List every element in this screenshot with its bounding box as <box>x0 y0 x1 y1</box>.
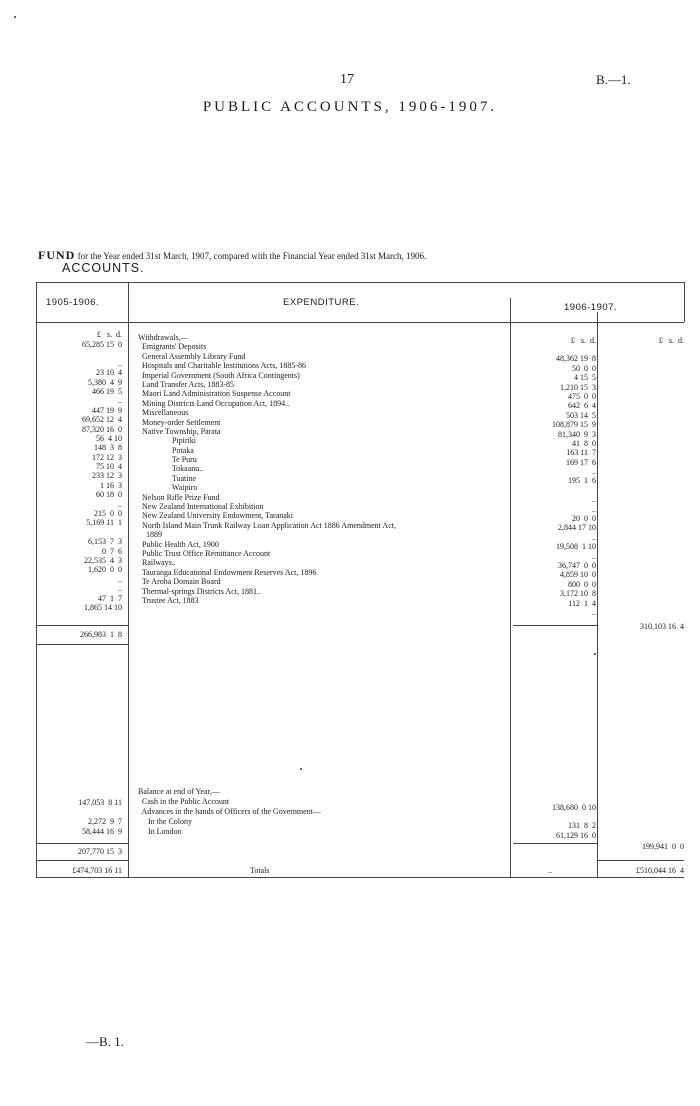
totals-current: £510,044 16 4 <box>636 866 684 875</box>
units-left: £ s. d. <box>96 330 122 339</box>
table-row-previous: 447 19 9 <box>92 405 122 415</box>
table-row-label: Emigrants' Deposits <box>138 342 207 352</box>
table-row-previous: 6,153 7 3 <box>88 537 122 547</box>
table-row-current: 1,210 15 3 <box>560 382 596 392</box>
table-row-previous: 1,865 14 10 <box>84 602 122 612</box>
table-row-label: Imperial Government (South Africa Contingents) <box>138 370 300 380</box>
table-row-previous: 65,285 15 0 <box>82 340 122 349</box>
table-row-label: Public Health Act, 1900 <box>138 539 219 549</box>
table-row-previous: 233 12 3 <box>92 471 122 481</box>
table-row-previous: 466 19 5 <box>92 386 122 396</box>
table-row-label: Money-order Settlement <box>138 417 221 427</box>
subtotal-previous: 266,983 1 8 <box>80 630 122 639</box>
table-row-label: Withdrawals,— <box>138 333 189 342</box>
table-row-previous: 23 10 4 <box>96 368 122 378</box>
table-row-label: Native Township, Parata <box>138 426 221 436</box>
balance-colony-current: 131 8 2 <box>568 821 596 830</box>
table-row-previous: .. <box>118 396 122 406</box>
table-row-label: North Island Main Trunk Railway Loan Application Act 1886 Amendment Act, <box>138 520 396 530</box>
balance-cash-previous: 147,053 8 11 <box>78 798 122 807</box>
table-row-previous: .. <box>118 499 122 509</box>
table-row-label: Miscellaneous <box>138 408 189 418</box>
totals-label: Totals <box>250 866 270 875</box>
print-speck <box>300 768 302 770</box>
table-row-previous: 5,169 11 1 <box>86 518 122 528</box>
table-row-previous: 0 7 6 <box>102 546 122 556</box>
table-row-previous: 75 10 4 <box>96 462 122 472</box>
units-mid: £ s. d. <box>570 336 596 345</box>
table-row-current: 81,340 9 3 <box>558 429 596 439</box>
table-row-current: 4 15 5 <box>574 373 596 383</box>
balance-subtotal-current: 199,941 0 0 <box>642 842 684 851</box>
balance-london-label: In London <box>138 827 182 836</box>
table-row-current: 4,859 10 0 <box>560 570 596 580</box>
table-row-current: 475 0 0 <box>568 391 596 401</box>
table-row-current: .. <box>592 467 596 477</box>
table-row-label: Mining Districts Land Occupation Act, 1894.. <box>138 398 290 408</box>
table-row-label: Te Aroha Domain Board <box>138 577 221 587</box>
header-expenditure: EXPENDITURE. <box>283 297 360 308</box>
table-row-current: .. <box>592 495 596 505</box>
balance-heading: Balance at end of Year,— <box>138 787 220 796</box>
table-row-current: .. <box>592 551 596 561</box>
table-row-current: 48,362 19 8 <box>556 354 596 364</box>
current-year-column <box>513 345 596 617</box>
table-row-previous: .. <box>118 358 122 368</box>
fund-word: FUND <box>38 248 76 262</box>
table-row-label: New Zealand University Endowment, Taranaki <box>138 511 294 521</box>
table-row-previous: 215 0 0 <box>94 509 122 519</box>
table-row-label: Te Puru <box>138 455 197 465</box>
table-row-current: .. <box>592 504 596 514</box>
footer-reference: —B. 1. <box>86 1034 124 1049</box>
table-row-label: Tuatine <box>138 473 197 483</box>
accounts-heading: ACCOUNTS. <box>62 261 145 275</box>
table-row-previous: 1,620 0 0 <box>88 565 122 575</box>
table-row-label: Tokaanu.. <box>138 464 204 474</box>
table-row-current: 19,508 1 10 <box>556 542 596 552</box>
table-row-previous <box>40 528 122 537</box>
table-row-current: 50 0 0 <box>572 363 596 373</box>
table-row-previous: 60 18 0 <box>96 490 122 500</box>
table-row-current: 169 17 6 <box>566 457 596 467</box>
table-row-previous: .. <box>118 584 122 594</box>
table-row-current <box>513 486 596 495</box>
table-row-current: .. <box>592 607 596 617</box>
balance-colony-previous: 2,272 9 7 <box>88 817 122 826</box>
header-left-year: 1905-1906. <box>46 297 100 308</box>
table-row-current: 503 14 5 <box>566 410 596 420</box>
previous-year-column <box>40 340 122 612</box>
table-row-previous: 22,535 4 3 <box>84 555 122 565</box>
balance-cash-label: Cash in the Public Account <box>138 797 230 806</box>
table-row-previous <box>40 349 122 358</box>
table-row-label: Tauranga Educational Endowment Reserves Act, 1896 <box>138 567 317 577</box>
table-row-previous: 87,320 16 0 <box>82 424 122 434</box>
table-row-previous: 148 3 8 <box>94 443 122 453</box>
table-row-previous: 47 1 7 <box>98 593 122 603</box>
table-row-label: Waipiro <box>138 483 198 493</box>
table-row-label: Hospitals and Charitable Institutions Acts, 1885-86 <box>138 361 306 371</box>
table-row-label: Land Transfer Acts, 1883-85 <box>138 379 234 389</box>
header-right-year: 1906-1907. <box>564 302 618 313</box>
table-row-previous: 1 16 3 <box>100 480 122 490</box>
balance-subtotal-previous: 207,770 15 3 <box>78 847 122 856</box>
table-row-current: 195 1 6 <box>568 476 596 486</box>
table-row-current: 163 11 7 <box>566 448 596 458</box>
print-speck <box>14 16 16 18</box>
totals-previous: £474,703 16 11 <box>72 866 122 875</box>
table-row-label: Potaka <box>138 445 194 455</box>
totals-mid-placeholder: .. <box>548 866 552 875</box>
table-row-current: 800 0 0 <box>568 579 596 589</box>
table-row-label: Pipiriki <box>138 436 197 446</box>
table-row-previous: 69,652 12 4 <box>82 415 122 425</box>
table-row-current <box>513 345 596 354</box>
expenditure-description-column <box>138 333 510 605</box>
print-speck <box>594 653 596 655</box>
table-row-current: 20 0 0 <box>572 514 596 524</box>
page-title: PUBLIC ACCOUNTS, 1906-1907. <box>202 99 498 115</box>
table-row-previous: 5,380 4 9 <box>88 377 122 387</box>
table-row-label: Nelson Rifle Prize Fund <box>138 492 220 502</box>
page-number: 17 <box>340 72 354 87</box>
table-row-label: Thermal-springs Districts Act, 1881.. <box>138 586 261 596</box>
table-row-current: .. <box>592 532 596 542</box>
table-row-current: 41 8 0 <box>572 438 596 448</box>
table-row-label: General Assembly Library Fund <box>138 351 246 361</box>
table-row-label: Trustee Act, 1883 <box>138 595 199 605</box>
balance-cash-current: 138,680 0 10 <box>552 803 596 812</box>
table-row-current: 642 6 4 <box>568 401 596 411</box>
balance-colony-label: In the Colony <box>138 817 192 826</box>
table-row-current: 108,879 15 9 <box>552 420 596 430</box>
table-row-current: 2,844 17 10 <box>558 523 596 533</box>
balance-london-previous: 58,444 16 9 <box>82 827 122 836</box>
balance-advances-label: Advances in the hands of Officers of the Government— <box>138 807 321 816</box>
table-row-current: 112 1 4 <box>568 598 596 608</box>
table-row-label: Railways.. <box>138 558 176 568</box>
subtotal-current: 310,103 16 4 <box>640 622 684 631</box>
table-row-label: New Zealand International Exhibition <box>138 502 264 512</box>
table-row-label: Maori Land Administration Suspense Account <box>138 389 291 399</box>
balance-london-current: 61,129 16 0 <box>556 831 596 840</box>
fund-line: for the Year ended 31st March, 1907, compared with the Financial Year ended 31st March, 1906. <box>77 251 427 261</box>
table-row-label: 1889 <box>138 530 162 540</box>
table-row-current: 3,172 10 8 <box>560 589 596 599</box>
table-row-label: Public Trust Office Remittance Account <box>138 548 271 558</box>
table-row-previous: .. <box>118 574 122 584</box>
table-row-previous: 172 12 3 <box>92 452 122 462</box>
page-reference: B.—1. <box>596 72 631 87</box>
table-row-current: 36,747 0 0 <box>558 560 596 570</box>
table-row-previous: 56 4 10 <box>96 433 122 443</box>
units-right: £ s. d. <box>658 336 684 345</box>
